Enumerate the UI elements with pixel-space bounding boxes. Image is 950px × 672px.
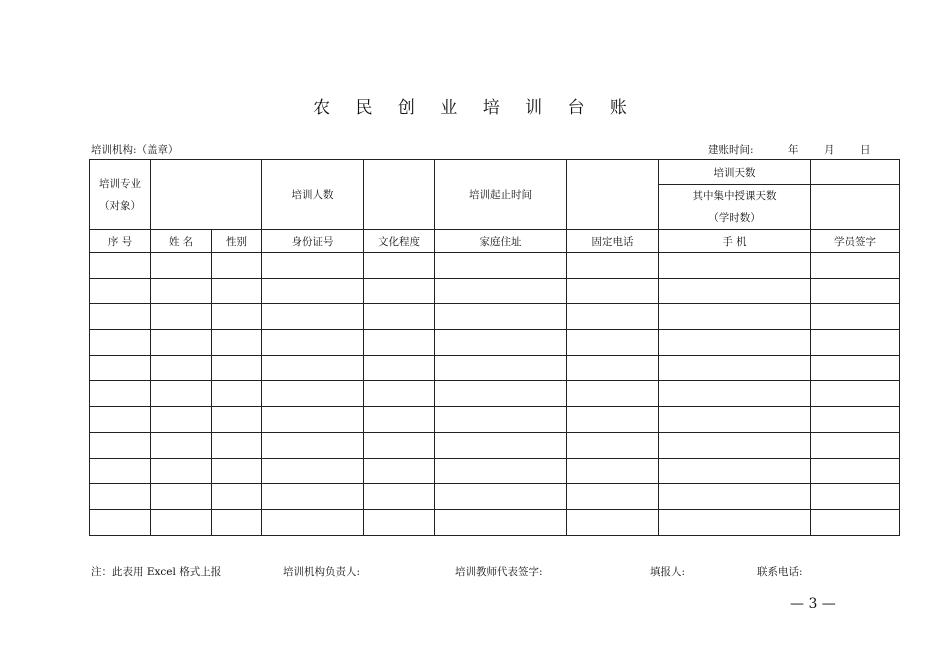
- year-label: 年: [788, 144, 799, 156]
- table-cell[interactable]: [212, 381, 262, 407]
- document-title: 农 民 创 业 培 训 台 账: [313, 98, 637, 118]
- table-cell[interactable]: [90, 330, 151, 356]
- ledger-table: [89, 159, 900, 536]
- table-cell[interactable]: [811, 509, 900, 535]
- day-label: 日: [860, 144, 871, 156]
- record-date: [708, 142, 871, 157]
- table-cell[interactable]: [567, 509, 659, 535]
- col-header-name: 姓 名: [151, 230, 212, 253]
- table-cell[interactable]: [364, 381, 435, 407]
- table-cell[interactable]: [212, 304, 262, 330]
- table-cell[interactable]: [811, 330, 900, 356]
- table-cell[interactable]: [262, 484, 364, 510]
- table-cell[interactable]: [151, 278, 212, 304]
- table-cell[interactable]: [811, 458, 900, 484]
- table-cell[interactable]: [811, 484, 900, 510]
- count-label: 培训人数: [262, 160, 364, 230]
- table-cell[interactable]: [90, 278, 151, 304]
- table-cell[interactable]: [212, 432, 262, 458]
- footer-filler-label: 填报人:: [650, 566, 686, 578]
- table-cell[interactable]: [212, 330, 262, 356]
- month-label: 月: [824, 144, 835, 156]
- table-row: [90, 253, 900, 279]
- table-cell[interactable]: [151, 432, 212, 458]
- table-cell[interactable]: [212, 484, 262, 510]
- table-cell[interactable]: [567, 484, 659, 510]
- days-value-cell[interactable]: [811, 160, 900, 185]
- table-cell[interactable]: [659, 304, 811, 330]
- footer-phone-label: 联系电话:: [757, 566, 803, 578]
- col-header-mobile: 手 机: [659, 230, 811, 253]
- table-cell[interactable]: [567, 407, 659, 433]
- footer-teacher-sign-label: 培训教师代表签字:: [455, 566, 543, 578]
- concentrated-days-label: 其中集中授课天数: [692, 190, 777, 202]
- table-row: [90, 381, 900, 407]
- col-header-id-number: 身份证号: [262, 230, 364, 253]
- table-cell[interactable]: [567, 432, 659, 458]
- table-cell[interactable]: [262, 253, 364, 279]
- table-cell[interactable]: [212, 407, 262, 433]
- table-cell[interactable]: [262, 432, 364, 458]
- table-cell[interactable]: [90, 432, 151, 458]
- table-cell[interactable]: [659, 278, 811, 304]
- table-cell[interactable]: [151, 355, 212, 381]
- table-cell[interactable]: [262, 330, 364, 356]
- date-label: 建账时间:: [708, 144, 754, 156]
- table-cell[interactable]: [151, 484, 212, 510]
- table-cell[interactable]: [659, 253, 811, 279]
- table-cell[interactable]: [435, 253, 567, 279]
- major-sub-label: （对象）: [99, 199, 141, 212]
- table-cell[interactable]: [364, 253, 435, 279]
- table-cell[interactable]: [567, 381, 659, 407]
- trainee-rows: [90, 253, 900, 536]
- table-cell[interactable]: [659, 355, 811, 381]
- table-cell[interactable]: [90, 253, 151, 279]
- table-cell[interactable]: [811, 253, 900, 279]
- table-cell[interactable]: [90, 458, 151, 484]
- col-header-education: 文化程度: [364, 230, 435, 253]
- table-row: [90, 432, 900, 458]
- table-cell[interactable]: [435, 458, 567, 484]
- page-number: — 3 —: [790, 596, 836, 612]
- col-header-address: 家庭住址: [435, 230, 567, 253]
- table-row: [90, 330, 900, 356]
- table-cell[interactable]: [364, 304, 435, 330]
- col-header-signature: 学员签字: [811, 230, 900, 253]
- table-cell[interactable]: [212, 278, 262, 304]
- table-cell[interactable]: [435, 304, 567, 330]
- table-cell[interactable]: [151, 253, 212, 279]
- table-cell[interactable]: [659, 509, 811, 535]
- table-cell[interactable]: [212, 509, 262, 535]
- table-cell[interactable]: [659, 407, 811, 433]
- table-cell[interactable]: [435, 509, 567, 535]
- table-cell[interactable]: [262, 304, 364, 330]
- table-cell[interactable]: [212, 458, 262, 484]
- table-cell[interactable]: [567, 355, 659, 381]
- table-cell[interactable]: [151, 330, 212, 356]
- table-cell[interactable]: [811, 355, 900, 381]
- column-header-row: [90, 230, 900, 253]
- table-cell[interactable]: [435, 381, 567, 407]
- table-cell[interactable]: [212, 355, 262, 381]
- table-row: [90, 484, 900, 510]
- table-cell[interactable]: [364, 458, 435, 484]
- major-label-cell: [90, 160, 151, 230]
- table-cell[interactable]: [90, 509, 151, 535]
- table-cell[interactable]: [435, 330, 567, 356]
- table-cell[interactable]: [151, 509, 212, 535]
- table-cell[interactable]: [567, 330, 659, 356]
- table-cell[interactable]: [811, 407, 900, 433]
- concentrated-days-label-cell: [659, 185, 811, 230]
- table-cell[interactable]: [435, 355, 567, 381]
- table-row: [90, 355, 900, 381]
- table-row: [90, 278, 900, 304]
- table-cell[interactable]: [262, 509, 364, 535]
- table-cell[interactable]: [364, 278, 435, 304]
- table-cell[interactable]: [364, 355, 435, 381]
- table-row: [90, 407, 900, 433]
- table-cell[interactable]: [567, 278, 659, 304]
- table-cell[interactable]: [262, 381, 364, 407]
- table-row: [90, 509, 900, 535]
- table-cell[interactable]: [262, 407, 364, 433]
- table-cell[interactable]: [262, 458, 364, 484]
- table-cell[interactable]: [567, 458, 659, 484]
- concentrated-hours-label: （学时数）: [708, 212, 761, 224]
- table-cell[interactable]: [811, 432, 900, 458]
- table-cell[interactable]: [151, 407, 212, 433]
- table-cell[interactable]: [659, 484, 811, 510]
- table-cell[interactable]: [151, 304, 212, 330]
- table-cell[interactable]: [811, 381, 900, 407]
- table-cell[interactable]: [435, 407, 567, 433]
- table-cell[interactable]: [90, 304, 151, 330]
- col-header-index: 序 号: [90, 230, 151, 253]
- table-cell[interactable]: [435, 278, 567, 304]
- table-cell[interactable]: [567, 253, 659, 279]
- table-cell[interactable]: [659, 381, 811, 407]
- table-cell[interactable]: [151, 458, 212, 484]
- table-cell[interactable]: [90, 484, 151, 510]
- footer-note: 注：此表用 Excel 格式上报: [91, 566, 222, 578]
- days-label: 培训天数: [659, 160, 811, 185]
- table-cell[interactable]: [435, 432, 567, 458]
- major-value-cell[interactable]: [151, 160, 262, 230]
- col-header-gender: 性别: [212, 230, 262, 253]
- table-cell[interactable]: [811, 304, 900, 330]
- period-label: 培训起止时间: [435, 160, 567, 230]
- training-org-label: 培训机构:（盖章）: [91, 144, 179, 156]
- table-cell[interactable]: [659, 432, 811, 458]
- col-header-landline: 固定电话: [567, 230, 659, 253]
- table-cell[interactable]: [364, 407, 435, 433]
- period-value-cell[interactable]: [567, 160, 659, 230]
- table-row: [90, 304, 900, 330]
- major-label: 培训专业: [99, 177, 141, 190]
- table-cell[interactable]: [567, 304, 659, 330]
- table-cell[interactable]: [435, 484, 567, 510]
- table-cell[interactable]: [262, 278, 364, 304]
- table-cell[interactable]: [90, 407, 151, 433]
- table-cell[interactable]: [364, 330, 435, 356]
- table-cell[interactable]: [659, 330, 811, 356]
- table-cell[interactable]: [811, 278, 900, 304]
- table-cell[interactable]: [364, 509, 435, 535]
- count-value-cell[interactable]: [364, 160, 435, 230]
- table-cell[interactable]: [364, 484, 435, 510]
- table-cell[interactable]: [151, 381, 212, 407]
- table-cell[interactable]: [90, 381, 151, 407]
- footer-responsible-label: 培训机构负责人:: [283, 566, 361, 578]
- concentrated-days-value-cell[interactable]: [811, 185, 900, 230]
- table-cell[interactable]: [212, 253, 262, 279]
- table-cell[interactable]: [262, 355, 364, 381]
- table-cell[interactable]: [364, 432, 435, 458]
- table-row: [90, 458, 900, 484]
- table-cell[interactable]: [659, 458, 811, 484]
- table-cell[interactable]: [90, 355, 151, 381]
